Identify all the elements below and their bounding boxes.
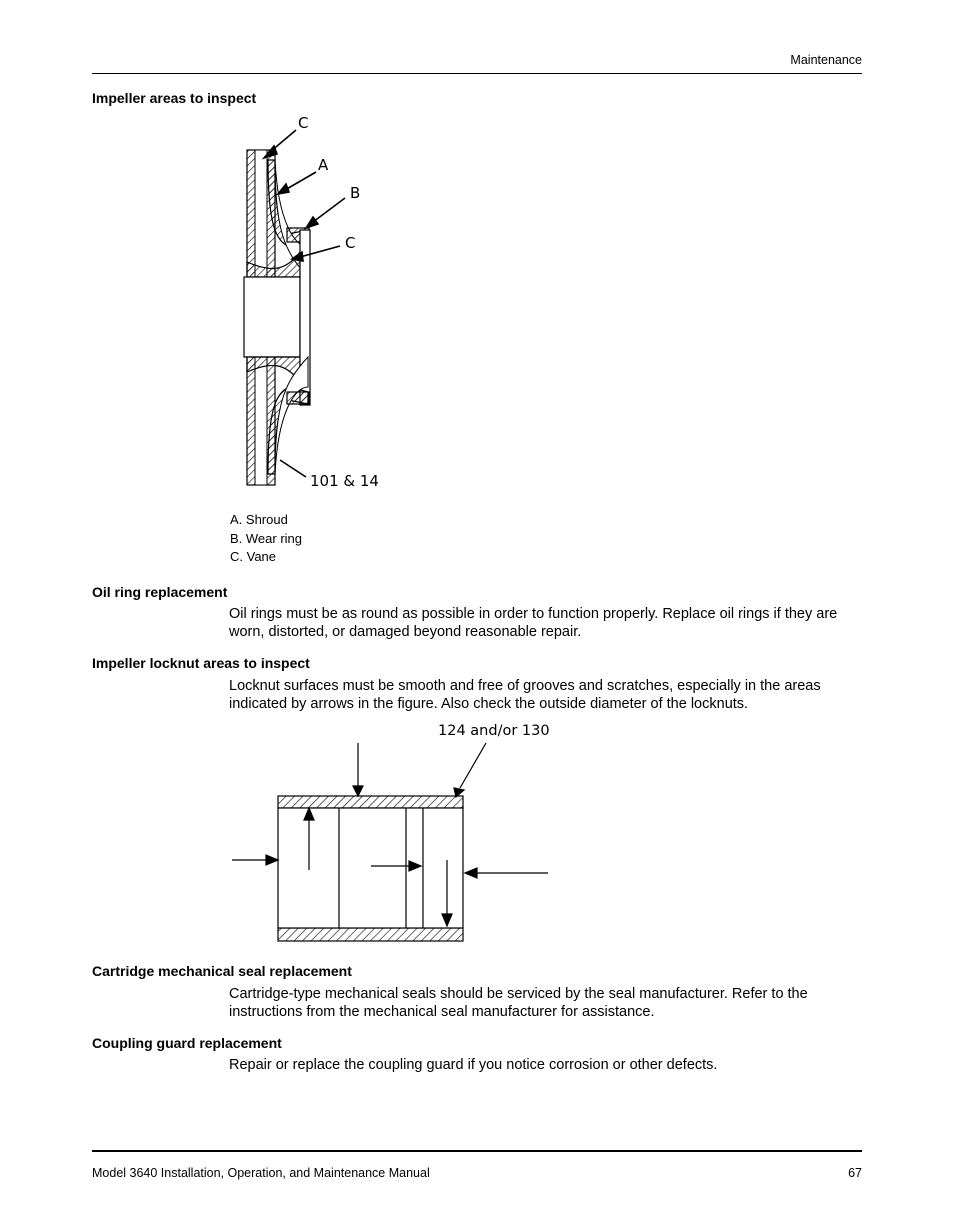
impeller-figure	[230, 112, 400, 504]
section-title-cartridge: Cartridge mechanical seal replacement	[92, 963, 352, 979]
legend-item: B. Wear ring	[230, 530, 303, 546]
locknut-text: Locknut surfaces must be smooth and free of grooves and scratches, especially in the areas indicated by arrows in the figure. Also check the outside diameter of the locknuts.	[229, 678, 821, 712]
legend-item: A. Shroud	[230, 512, 288, 527]
label-c-top: C	[298, 114, 309, 132]
label-a: A	[318, 156, 329, 174]
page-number: 67	[848, 1166, 862, 1180]
footer-manual-title: Model 3640 Installation, Operation, and Maintenance Manual	[92, 1166, 430, 1180]
label-part: 101 & 14	[310, 472, 379, 490]
running-header: Maintenance	[790, 53, 862, 67]
header-rule	[92, 73, 862, 74]
coupling-text: Repair or replace the coupling guard if you notice corrosion or other defects.	[229, 1057, 718, 1073]
label-locknut-part: 124 and/or 130	[438, 723, 550, 739]
wear-ring-bottom	[287, 392, 309, 404]
oil-ring-text: Oil rings must be as round as possible in order to function properly. Replace oil rings if they are worn, distorted, or damaged beyond reasonable repair.	[229, 606, 838, 640]
section-title-impeller-areas: Impeller areas to inspect	[92, 90, 257, 106]
section-title-locknut: Impeller locknut areas to inspect	[92, 655, 310, 671]
label-b: B	[350, 184, 361, 202]
legend-item: C. Vane	[230, 549, 277, 564]
footer-rule	[92, 1150, 862, 1152]
section-title-coupling: Coupling guard replacement	[92, 1035, 282, 1051]
locknut-figure	[228, 718, 558, 946]
label-c-mid: C	[345, 234, 356, 252]
section-title-oil-ring: Oil ring replacement	[92, 584, 228, 600]
hub-bore	[244, 277, 300, 357]
impeller-legend	[230, 511, 302, 567]
cartridge-text: Cartridge-type mechanical seals should be serviced by the seal manufacturer. Refer to the instructions from the mechanical seal manufacturer for assistance.	[229, 986, 808, 1020]
